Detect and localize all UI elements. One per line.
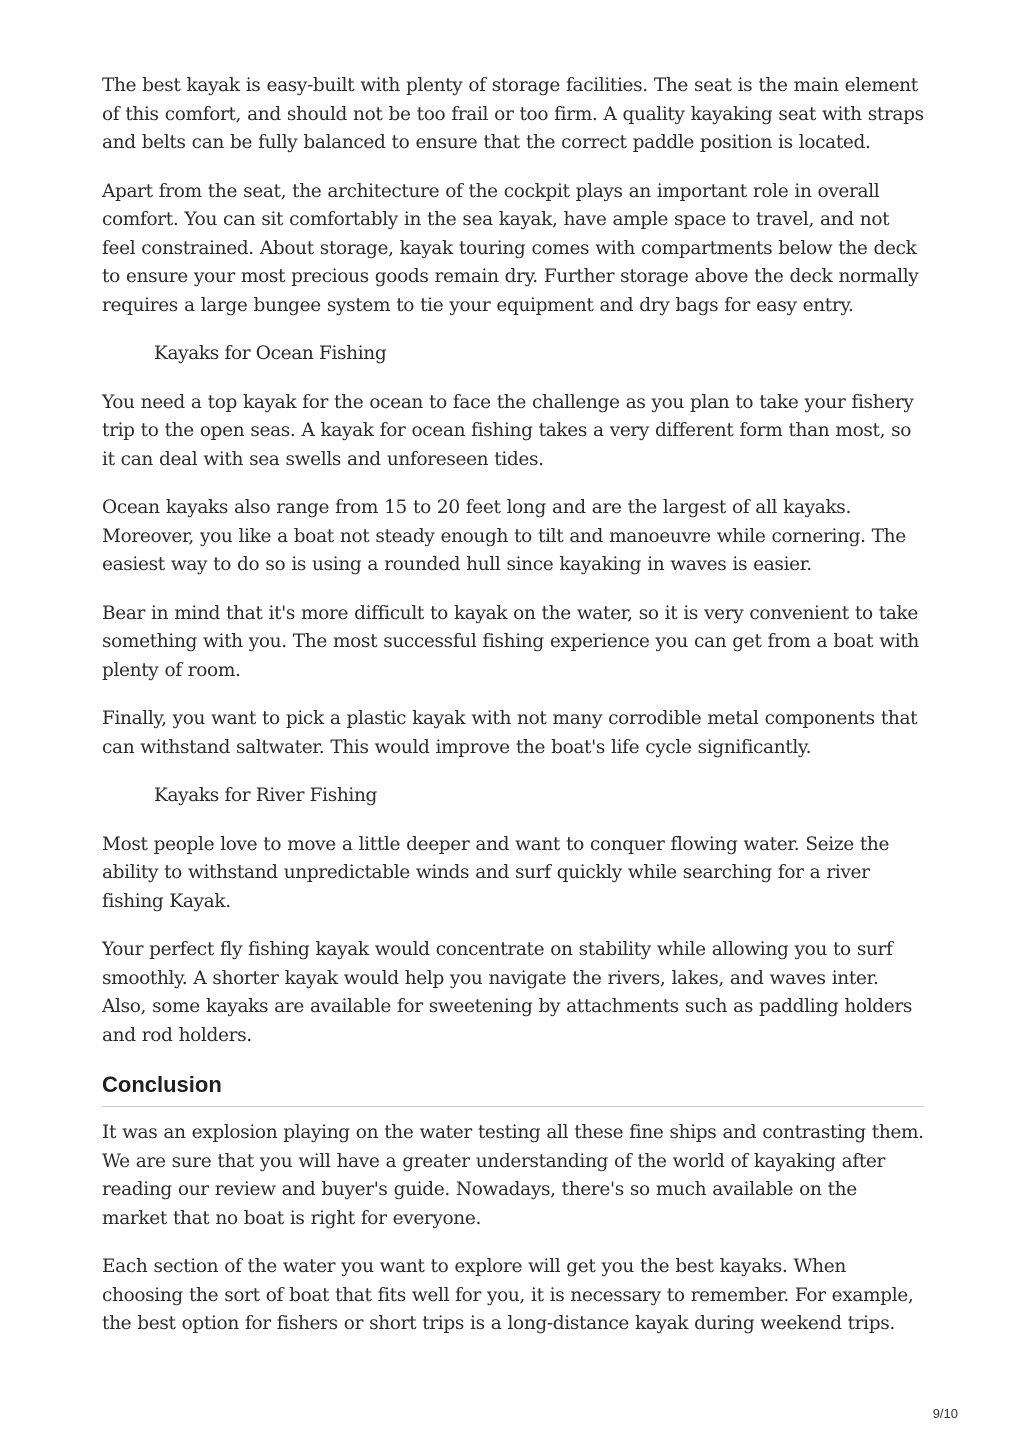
- subheading-ocean-fishing: Kayaks for Ocean Fishing: [154, 343, 387, 364]
- paragraph-ocean-length: Ocean kayaks also range from 15 to 20 feet long and are the largest of all kayaks. Moreover, you like a boat not steady enough to tilt and manoeuvre while cornering. The easiest way to do so is using a rounded hull since kayaking in waves is easier.: [102, 497, 906, 575]
- subheading-river-fishing: Kayaks for River Fishing: [154, 785, 378, 806]
- section-title-conclusion: Conclusion: [102, 1070, 924, 1107]
- page-number: 9/10: [932, 1406, 958, 1421]
- paragraph-ocean-plastic: Finally, you want to pick a plastic kayak with not many corrodible metal components that can withstand saltwater. This would improve the boat's life cycle significantly.: [102, 708, 918, 758]
- paragraph-ocean-difficulty: Bear in mind that it's more difficult to kayak on the water, so it is very convenient to take something with you. The most successful fishing experience you can get from a boat with plenty of room.: [102, 602, 919, 681]
- paragraph-kayak-comfort: The best kayak is easy-built with plenty of storage facilities. The seat is the main element of this comfort, and should not be too frail or too firm. A quality kayaking seat with straps and belts can be fully balanced to ensure that the correct paddle position is located.: [102, 75, 924, 153]
- paragraph-ocean-intro: You need a top kayak for the ocean to face the challenge as you plan to take your fishery trip to the open seas. A kayak for ocean fishing takes a very different form than most, so it can deal with sea swells and unforeseen tides.: [102, 391, 914, 470]
- paragraph-river-fly-fishing: Your perfect fly fishing kayak would concentrate on stability while allowing you to surf smoothly. A shorter kayak would help you navigate the rivers, lakes, and waves inter. Also, some kayaks are available for sweetening by attachments such as paddling holders and rod holders.: [102, 939, 913, 1046]
- paragraph-cockpit-storage: Apart from the seat, the architecture of the cockpit plays an important role in overall comfort. You can sit comfortably in the sea kayak, have ample space to travel, and not feel constrained. About storage, kayak touring comes with compartments below the deck to ensure your most precious goods remain dry. Further storage above the deck normally requires a large bungee system to tie your equipment and dry bags for easy entry.: [102, 180, 919, 316]
- document-page: [102, 72, 924, 1359]
- paragraph-conclusion-2: Each section of the water you want to explore will get you the best kayaks. When choosing the sort of boat that fits well for you, it is necessary to remember. For example, the best option for fishers or short trips is a long-distance kayak during weekend trips.: [102, 1256, 914, 1334]
- paragraph-river-intro: Most people love to move a little deeper and want to conquer flowing water. Seize the ability to withstand unpredictable winds and surf quickly while searching for a river fishing Kayak.: [102, 833, 890, 912]
- paragraph-conclusion-1: It was an explosion playing on the water testing all these fine ships and contrasting them. We are sure that you will have a greater understanding of the world of kayaking after reading our review and buyer's guide. Nowadays, there's so much available on the market that no boat is right for everyone.: [102, 1122, 924, 1229]
